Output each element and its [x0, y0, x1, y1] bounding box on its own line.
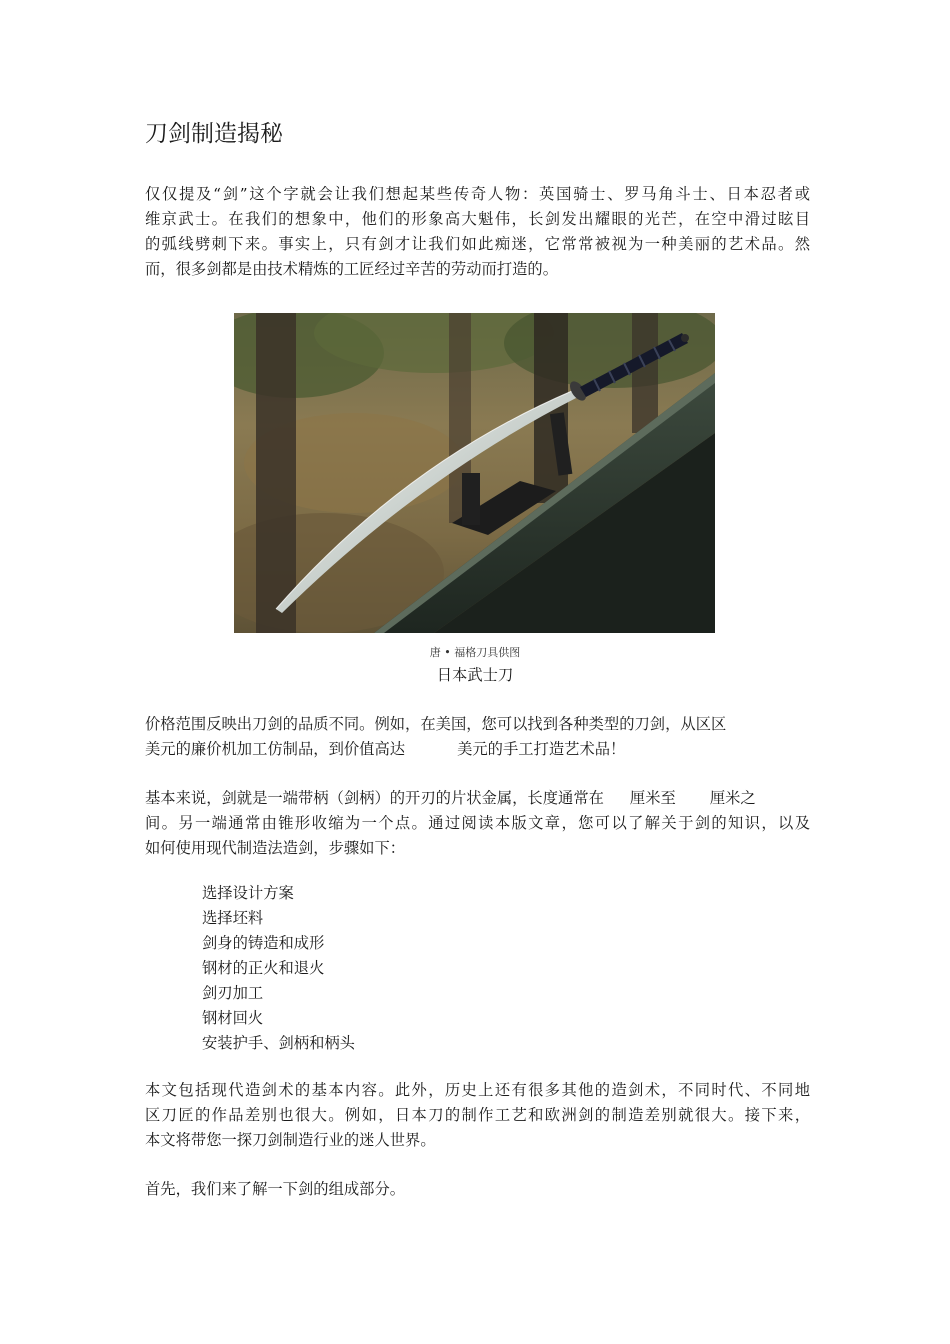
list-item: 剑刃加工 — [202, 984, 264, 1002]
history-line: 本文将带您一探刀剑制造行业的迷人世界。 — [145, 1131, 436, 1149]
history-paragraph — [145, 1078, 810, 1153]
list-item: 安装护手、剑柄和柄头 — [202, 1034, 355, 1052]
list-item: 选择设计方案 — [202, 884, 294, 902]
price-segment: 美元的手工打造艺术品！ — [457, 740, 626, 758]
intro-paragraph — [145, 182, 810, 282]
basic-segment: 厘米之 — [709, 789, 756, 807]
basic-paragraph — [145, 786, 810, 861]
photo-caption: 日本武士刀 — [436, 666, 514, 684]
list-item: 钢材的正火和退火 — [202, 959, 325, 977]
basic-line-1 — [145, 786, 810, 811]
basic-line: 如何使用现代制造法造剑，步骤如下： — [145, 839, 406, 857]
list-item: 剑身的铸造和成形 — [202, 934, 325, 952]
history-line: 本文包括现代造剑术的基本内容。此外，历史上还有很多其他的造剑术，不同时代、不同地 — [145, 1081, 810, 1099]
price-segment: 美元的廉价机加工仿制品，到价值高达 — [145, 740, 406, 758]
list-item: 选择坯料 — [202, 909, 264, 927]
basic-segment: 厘米至 — [629, 789, 676, 807]
intro-line: 维京武士。在我们的想象中，他们的形象高大魁伟，长剑发出耀眼的光芒，在空中滑过眩目 — [145, 210, 810, 228]
steps-list — [202, 881, 355, 1056]
closing-line: 首先，我们来了解一下剑的组成部分。 — [145, 1180, 406, 1198]
intro-line: 而，很多剑都是由技术精炼的工匠经过辛苦的劳动而打造的。 — [145, 260, 559, 278]
basic-line: 间。另一端通常由锥形收缩为一个点。通过阅读本版文章，您可以了解关于剑的知识，以及 — [145, 814, 810, 832]
price-paragraph — [145, 712, 810, 762]
price-line: 价格范围反映出刀剑的品质不同。例如，在美国，您可以找到各种类型的刀剑，从区区 — [145, 715, 727, 733]
basic-segment: 基本来说，剑就是一端带柄（剑柄）的开刃的片状金属，长度通常在 — [145, 789, 604, 807]
photo-credit: 唐 • 福格刀具供图 — [429, 646, 521, 659]
closing-paragraph — [145, 1177, 810, 1202]
intro-line: 仅仅提及“剑”这个字就会让我们想起某些传奇人物：英国骑士、罗马角斗士、日本忍者或 — [145, 185, 810, 203]
list-item: 钢材回火 — [202, 1009, 264, 1027]
page-title: 刀剑制造揭秘 — [145, 121, 283, 147]
price-line-2 — [145, 737, 810, 762]
intro-line: 的弧线劈刺下来。事实上，只有剑才让我们如此痴迷，它常常被视为一种美丽的艺术品。然 — [145, 235, 810, 253]
history-line: 区刀匠的作品差别也很大。例如，日本刀的制作工艺和欧洲剑的制造差别就很大。接下来， — [145, 1106, 810, 1124]
katana-photo — [234, 313, 715, 633]
